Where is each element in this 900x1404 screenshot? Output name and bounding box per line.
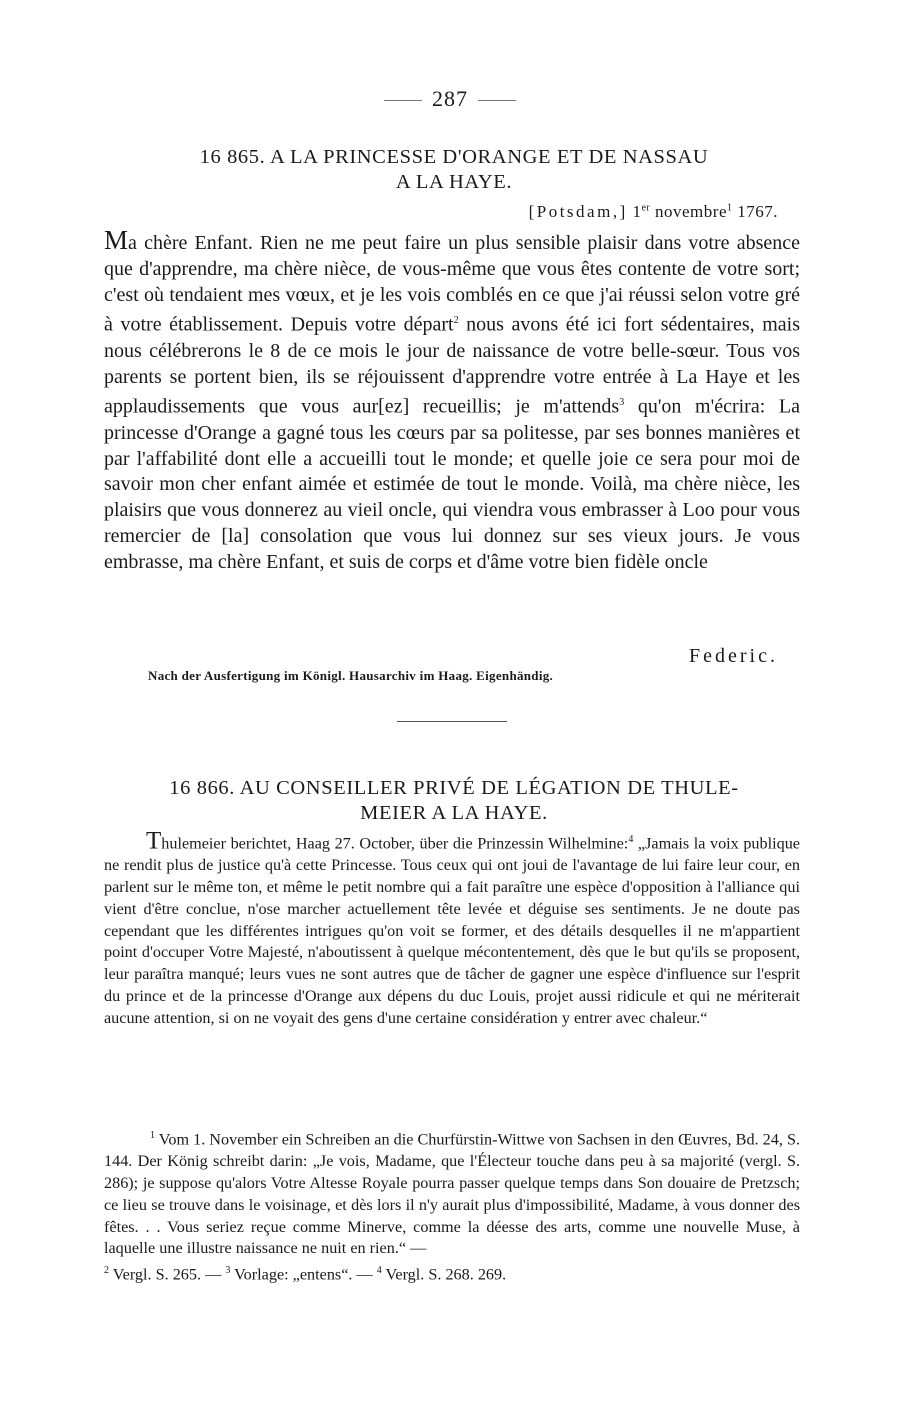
footnotes	[104, 1125, 800, 1286]
letter1-text-3: qu'on m'écrira: La princesse d'Orange a gagné tous les cœurs par sa politesse, par ses bonnes manières et par l'affabilité dont elle a accueilli tout le monde; et quelle joie ce sera pour moi de savoir mon cher enfant aimée et estimée de tout le monde. Voilà, ma chère nièce, les plaisirs que vous donnerez au vieil oncle, qui viendra vous embrasser à Loo pour vous remercier de [la] consolation que vous lui donnez sur ses vieux jours. Je vous embrasse, ma chère Enfant, et suis de corps et d'âme votre bien fidèle oncle	[104, 396, 800, 573]
date-day-suffix: er	[641, 202, 651, 214]
date-year: 1767.	[737, 202, 778, 221]
footnote-1	[104, 1125, 800, 1260]
section-divider	[397, 721, 507, 722]
letter1-dropcap: M	[104, 225, 129, 255]
letter2-heading-line2: MEIER A LA HAYE.	[360, 802, 548, 824]
letter1-source-note: Nach der Ausfertigung im Königl. Hausarchiv im Haag. Eigenhändig.	[148, 668, 554, 683]
letter2-body	[104, 829, 800, 1030]
date-day: 1	[632, 202, 642, 221]
letter2-dropcap: T	[146, 827, 162, 855]
footnote-1-mark: 1	[150, 1130, 155, 1141]
date-place: [Potsdam,]	[528, 202, 628, 221]
page-number-text: 287	[432, 86, 468, 111]
letter1-heading-line1: 16 865. A LA PRINCESSE D'ORANGE ET DE NASSAU	[199, 146, 709, 168]
footnote-ref-4: 4	[628, 834, 634, 845]
footnote-4-mark: 4	[376, 1265, 382, 1277]
date-month: novembre	[655, 202, 727, 221]
letter1-text-1: a chère Enfant. Rien ne me peut faire un plus sensible plaisir dans votre absence que d'apprendre, ma chère nièce, de vous-même que vous êtes contente de votre sort; c'est où tendaient mes vœux, et je les vois comblés en ce que j'ai réussi selon votre gré à votre établissement. Depuis votre départ	[104, 232, 800, 337]
footnote-3-text: Vorlage: „entens“. —	[230, 1265, 377, 1284]
footnote-3-mark: 3	[225, 1265, 231, 1277]
letter1-signature: Federic.	[689, 645, 778, 667]
letter1-heading	[104, 145, 804, 195]
letter1-heading-line2: A LA HAYE.	[395, 171, 513, 193]
page-number-rule-right	[478, 100, 516, 101]
footnote-4-text: Vergl. S. 268. 269.	[381, 1265, 507, 1284]
letter2-quote: „Jamais la voix publique ne rendit plus de justice qu'à cette Princesse. Tous ceux qui ont joui de l'avantage de lui faire leur cour, en parlent sur le même ton, et même le petit nombre qui a fait paraître une espèce d'opposition à l'alliance qui vient d'être conclue, n'ose marcher actuellement tête levée et déguise ses sentiments. Je ne doute pas cependant que les différentes intrigues qu'on voit se former, et des détails desquelles il ne m'appartient point d'occuper Votre Majesté, n'aboutissent à quelque mécontentement, dès que le but qu'ils se proposent, leur paraîtra manqué; leurs vues ne sont autres que de tâcher de gagner une espèce d'influence sur l'esprit du prince et de la princesse d'Orange aux dépens du duc Louis, projet aussi ridicule et qui ne mériterait aucune attention, si on ne voyait des gens d'une certaine considération y entrer avec chaleur.“	[104, 834, 800, 1027]
footnote-1-text: Vom 1. November ein Schreiben an die Churfürstin-Wittwe von Sachsen in den Œuvres, Bd. 24, S. 144. Der König schreibt darin: „Je vois, Madame, que l'Électeur touche dans peu à sa majorité (vergl. S. 286); je suppose qu'alors Votre Altesse Royale pourra passer quelque temps dans Son douaire de Pretzsch; ce lieu se trouve dans le voisinage, et dès lors il n'y aurait plus d'impossibilité, Madame, à vous donner des fêtes. . . Vous seriez reçue comme Minerve, comme la déesse des arts, comme une nouvelle Muse, à laquelle une illustre naissance ne nuit en rien.“ —	[104, 1130, 800, 1258]
page-number	[0, 86, 900, 112]
footnote-ref-1: 1	[727, 202, 733, 214]
letter2-intro: hulemeier berichtet, Haag 27. October, über die Prinzessin Wilhelmine:	[161, 834, 629, 853]
letter1-dateline	[529, 202, 778, 222]
letter2-heading	[104, 776, 804, 826]
footnote-2-text: Vergl. S. 265. —	[109, 1265, 226, 1284]
letter1-text-2: nous avons été ici fort sédentaires, mais nous célébrerons le 8 de ce mois le jour de naissance de votre belle-sœur. Tous vos parents se portent bien, ils se réjouissent d'apprendre votre entrée à La Haye et les applaudissements que vous aur[ez] recueillis; je m'attends	[104, 314, 800, 419]
footnotes-2-4	[104, 1260, 800, 1286]
letter1-body	[104, 225, 800, 576]
footnote-2-mark: 2	[104, 1265, 109, 1277]
page-number-rule-left	[384, 100, 422, 101]
letter2-heading-line1: 16 866. AU CONSEILLER PRIVÉ DE LÉGATION DE THULE-	[169, 777, 739, 799]
footnote-ref-2: 2	[453, 315, 459, 327]
footnote-ref-3: 3	[619, 397, 625, 409]
